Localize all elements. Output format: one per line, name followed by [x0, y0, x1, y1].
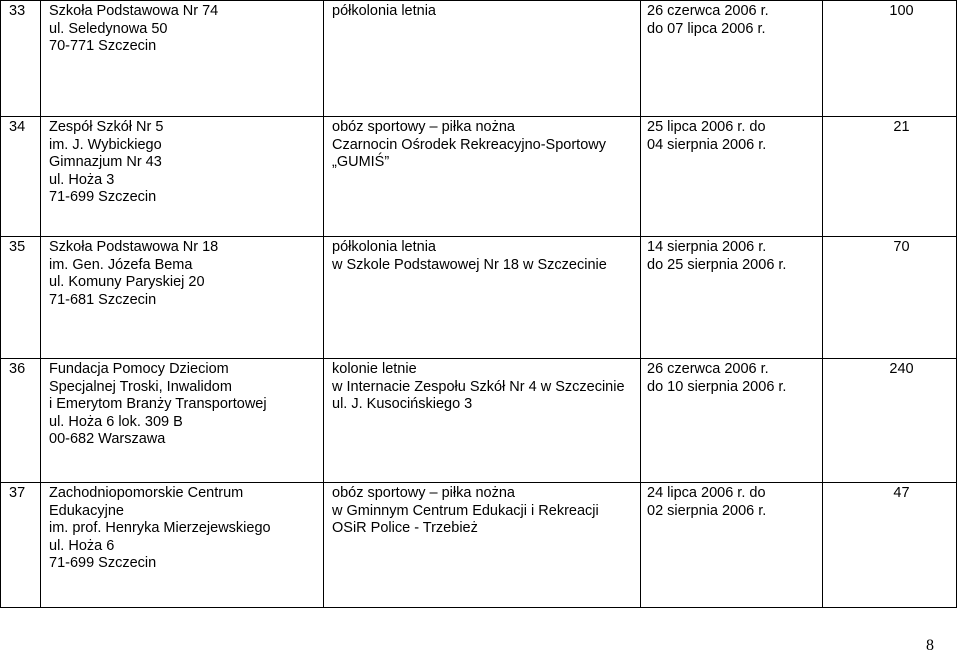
event-type-cell — [324, 117, 641, 237]
organizer-cell-line: 71-699 Szczecin — [49, 555, 157, 571]
date-range-cell-line: do 07 lipca 2006 r. — [647, 20, 766, 37]
organizer-cell — [41, 359, 324, 483]
event-type-cell-line: półkolonia letnia — [332, 3, 436, 19]
event-type-cell-line: w Szkole Podstawowej Nr 18 w Szczecinie — [332, 256, 607, 273]
event-type-cell-line: półkolonia letnia — [332, 239, 436, 255]
organizer-cell — [41, 117, 324, 237]
date-range-cell-line: 24 lipca 2006 r. do — [647, 485, 766, 501]
date-range-cell-line: do 25 sierpnia 2006 r. — [647, 256, 787, 273]
event-type-cell — [324, 483, 641, 608]
organizer-cell — [41, 237, 324, 359]
organizer-cell-line: Gimnazjum Nr 43 — [49, 154, 162, 170]
date-range-cell-line: 04 sierpnia 2006 r. — [647, 136, 767, 153]
event-type-cell-line: ul. J. Kusocińskiego 3 — [332, 396, 473, 412]
event-type-cell-line: w Internacie Zespołu Szkół Nr 4 w Szczecinie — [332, 378, 625, 395]
organizer-cell-line: im. J. Wybickiego — [49, 136, 162, 153]
event-type-cell — [324, 359, 641, 483]
page-number: 8 — [926, 637, 934, 654]
organizer-cell-line: im. Gen. Józefa Bema — [49, 256, 193, 273]
organizer-cell-line: ul. Hoża 3 — [49, 171, 115, 188]
date-range-cell-line: do 10 sierpnia 2006 r. — [647, 378, 787, 395]
organizer-cell-line: 71-699 Szczecin — [49, 189, 157, 205]
date-range-cell — [641, 1, 823, 117]
event-type-cell-line: Czarnocin Ośrodek Rekreacyjno-Sportowy — [332, 136, 606, 153]
event-type-cell — [324, 237, 641, 359]
organizer-cell-line: Specjalnej Troski, Inwalidom — [49, 378, 232, 395]
participants-count-cell: 21 — [823, 117, 957, 237]
event-type-cell-line: obóz sportowy – piłka nożna — [332, 119, 515, 135]
date-range-cell-line: 14 sierpnia 2006 r. — [647, 239, 767, 255]
organizer-cell-line: Szkoła Podstawowa Nr 18 — [49, 239, 219, 255]
organizer-cell-line: 70-771 Szczecin — [49, 38, 157, 54]
date-range-cell — [641, 483, 823, 608]
row-number-cell: 37 — [1, 483, 41, 608]
organizer-cell-line: ul. Hoża 6 lok. 309 B — [49, 413, 183, 430]
organizer-cell-line: im. prof. Henryka Mierzejewskiego — [49, 520, 271, 536]
organizer-cell-line: Zespół Szkół Nr 5 — [49, 119, 164, 135]
table-row — [1, 359, 957, 483]
organizer-cell-line: ul. Hoża 6 — [49, 537, 115, 554]
date-range-cell — [641, 237, 823, 359]
table-row — [1, 237, 957, 359]
row-number-cell: 34 — [1, 117, 41, 237]
event-type-cell-line: kolonie letnie — [332, 361, 417, 377]
participants-count-cell: 100 — [823, 1, 957, 117]
participants-count-cell: 240 — [823, 359, 957, 483]
event-type-cell — [324, 1, 641, 117]
date-range-cell-line: 26 czerwca 2006 r. — [647, 3, 769, 19]
organizer-cell-line: 71-681 Szczecin — [49, 291, 157, 308]
organizer-cell-line: Szkoła Podstawowa Nr 74 — [49, 3, 219, 19]
organizer-cell-line: ul. Komuny Paryskiej 20 — [49, 274, 205, 290]
organizer-cell — [41, 1, 324, 117]
row-number-cell: 36 — [1, 359, 41, 483]
row-number-cell: 35 — [1, 237, 41, 359]
date-range-cell — [641, 117, 823, 237]
organizer-cell-line: Zachodniopomorskie Centrum — [49, 485, 244, 501]
organizer-cell-line: Edukacyjne — [49, 502, 124, 519]
date-range-cell-line: 25 lipca 2006 r. do — [647, 119, 766, 135]
participants-count-cell: 70 — [823, 237, 957, 359]
event-type-cell-line: obóz sportowy – piłka nożna — [332, 485, 515, 501]
event-type-cell-line: OSiR Police - Trzebież — [332, 520, 478, 536]
organizer-cell-line: ul. Seledynowa 50 — [49, 20, 168, 37]
date-range-cell-line: 26 czerwca 2006 r. — [647, 361, 769, 377]
event-type-cell-line: „GUMIŚ” — [332, 154, 390, 170]
date-range-cell-line: 02 sierpnia 2006 r. — [647, 502, 767, 519]
table-row — [1, 483, 957, 608]
table-row — [1, 1, 957, 117]
organizer-cell-line: i Emerytom Branży Transportowej — [49, 396, 267, 412]
date-range-cell — [641, 359, 823, 483]
event-type-cell-line: w Gminnym Centrum Edukacji i Rekreacji — [332, 502, 599, 519]
organizer-cell-line: 00-682 Warszawa — [49, 431, 166, 447]
events-table-body — [1, 1, 957, 608]
organizer-cell-line: Fundacja Pomocy Dzieciom — [49, 361, 229, 377]
organizer-cell — [41, 483, 324, 608]
table-row — [1, 117, 957, 237]
row-number-cell: 33 — [1, 1, 41, 117]
participants-count-cell: 47 — [823, 483, 957, 608]
